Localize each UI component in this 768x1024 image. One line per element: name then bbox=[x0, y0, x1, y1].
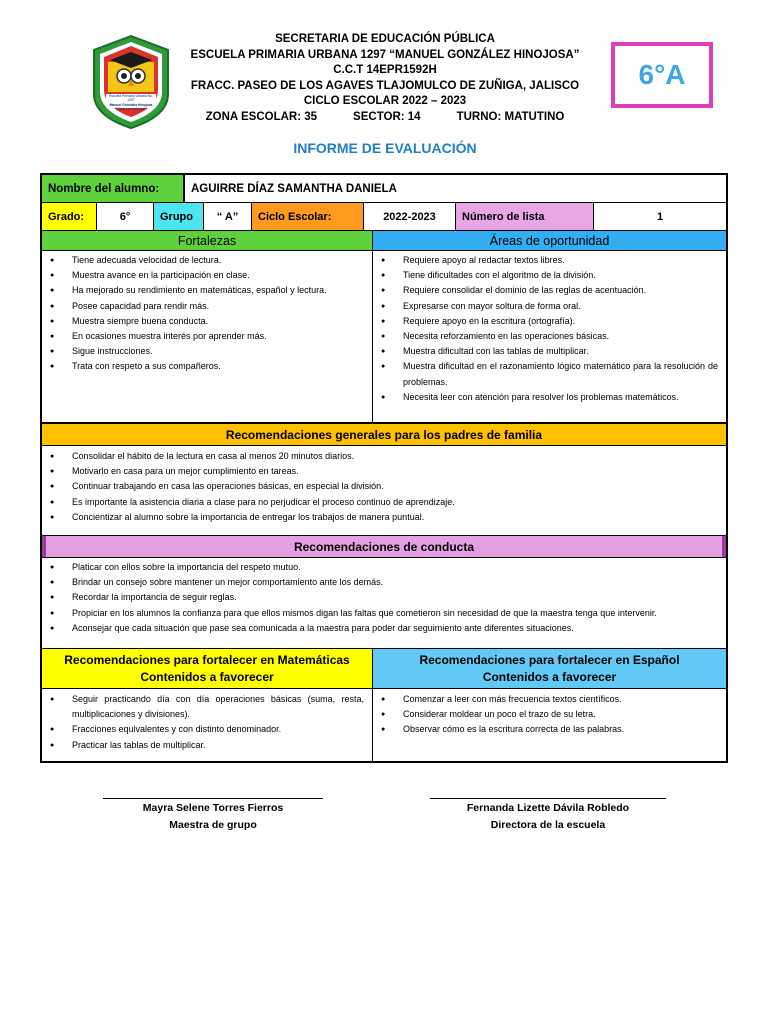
list-item: ● Continuar trabajando en casa las operaciones básicas, en especial la división. bbox=[72, 479, 455, 494]
espanol-list bbox=[373, 689, 632, 740]
list-item: ● Ha mejorado su rendimiento en matemáticas, español y lectura. bbox=[72, 283, 327, 298]
list-item: ● Tiene dificultades con el algoritmo de la división. bbox=[403, 268, 718, 283]
list-item: ● Requiere consolidar el dominio de las reglas de acentuación. bbox=[403, 283, 718, 298]
matematicas-title bbox=[42, 649, 373, 688]
fortalezas-cell bbox=[42, 251, 373, 422]
fortalezas-list bbox=[42, 251, 335, 377]
conducta-content-row bbox=[42, 558, 726, 649]
espanol-title-line1: Recomendaciones para fortalecer en Español bbox=[419, 652, 680, 667]
header-cct: C.C.T 14EPR1592H bbox=[333, 64, 437, 76]
oportunidad-title: Áreas de oportunidad bbox=[373, 231, 726, 250]
signature-directora bbox=[430, 798, 666, 834]
padres-title: Recomendaciones generales para los padres de familia bbox=[42, 424, 726, 445]
espanol-title-line2: Contenidos a favorecer bbox=[482, 669, 617, 684]
conducta-title: Recomendaciones de conducta bbox=[42, 536, 726, 557]
list-item: ● En ocasiones muestra interés por aprender más. bbox=[72, 329, 327, 344]
list-item: ● Motivarlo en casa para un mejor cumplimiento en tareas. bbox=[72, 464, 455, 479]
padres-content-row bbox=[42, 446, 726, 536]
list-item: ● Comenzar a leer con más frecuencia textos científicos. bbox=[403, 692, 624, 707]
lista-value: 1 bbox=[656, 210, 664, 223]
signature-line-directora bbox=[430, 798, 666, 799]
header-turno: TURNO: MATUTINO bbox=[456, 110, 565, 123]
list-item: ● Practicar las tablas de multiplicar. bbox=[72, 738, 364, 753]
matematicas-list bbox=[42, 689, 372, 755]
grade-badge bbox=[611, 42, 713, 108]
directora-nombre: Fernanda Lizette Dávila Robledo bbox=[466, 802, 630, 814]
list-item: ● Fracciones equivalentes y con distinto denominador. bbox=[72, 722, 364, 737]
matematicas-title-line2: Contenidos a favorecer bbox=[140, 669, 274, 684]
report-title: INFORME DE EVALUACIÓN bbox=[293, 140, 477, 156]
list-item: ● Sigue instrucciones. bbox=[72, 344, 327, 359]
list-item: ● Requiere apoyo en la escritura (ortografía). bbox=[403, 314, 718, 329]
list-item: ● Muestra dificultad con las tablas de multiplicar. bbox=[403, 344, 718, 359]
oportunidad-cell bbox=[373, 251, 726, 422]
list-item: ● Concientizar al alumno sobre la importancia de entregar los trabajos de manera puntual. bbox=[72, 510, 455, 525]
logo-text: Escuela Primaria Urbana No. 1297 Manuel González Hinojosa "Crear con voluntad" bbox=[109, 94, 153, 112]
header-sector: SECTOR: 14 bbox=[353, 110, 421, 123]
name-value: AGUIRRE DÍAZ SAMANTHA DANIELA bbox=[191, 182, 397, 195]
list-item: ● Necesita leer con atención para resolver los problemas matemáticos. bbox=[403, 390, 718, 405]
list-item: ● Muestra dificultad en el razonamiento lógico matemático para la resolución de problemas. bbox=[403, 359, 718, 389]
grupo-value: “ A” bbox=[204, 203, 252, 230]
grado-value: 6° bbox=[97, 203, 154, 230]
list-item: ● Considerar moldear un poco el trazo de su letra. bbox=[403, 707, 624, 722]
student-name-row bbox=[42, 175, 726, 203]
padres-list bbox=[42, 446, 463, 527]
list-item: ● Observar cómo es la escritura correcta de las palabras. bbox=[403, 722, 624, 737]
header-zona: ZONA ESCOLAR: 35 bbox=[205, 110, 318, 123]
grade-badge-text: 6°A bbox=[638, 59, 686, 90]
list-item: ● Consolidar el hábito de la lectura en casa al menos 20 minutos diarios. bbox=[72, 449, 455, 464]
list-item: ● Posee capacidad para rendir más. bbox=[72, 299, 327, 314]
oportunidad-list bbox=[373, 251, 726, 407]
directora-cargo: Directora de la escuela bbox=[490, 819, 606, 831]
list-item: ● Propiciar en los alumnos la confianza para que ellos mismos digan las faltas que cometieron sin necesidad de que la maestra tenga que intervenir. bbox=[72, 606, 657, 621]
grado-label: Grado: bbox=[42, 203, 97, 230]
school-logo bbox=[92, 34, 170, 130]
list-item: ● Seguir practicando día con día operaciones básicas (suma, resta, multiplicaciones y divisiones). bbox=[72, 692, 364, 722]
list-item: ● Platicar con ellos sobre la importancia del respeto mutuo. bbox=[72, 560, 657, 575]
signature-maestra bbox=[103, 798, 323, 834]
matematicas-cell bbox=[42, 689, 373, 761]
header-secretaria: SECRETARIA DE EDUCACIÓN PÚBLICA bbox=[275, 33, 495, 45]
espanol-title bbox=[373, 649, 726, 688]
list-item: ● Aconsejar que cada situación que pase sea comunicada a la maestra para poder dar seguimiento ante diferentes situaciones. bbox=[72, 621, 657, 636]
fortalezas-title: Fortalezas bbox=[42, 231, 373, 250]
list-item: ● Muestra siempre buena conducta. bbox=[72, 314, 327, 329]
header-ciclo: CICLO ESCOLAR 2022 – 2023 bbox=[303, 95, 467, 107]
list-item: ● Tiene adecuada velocidad de lectura. bbox=[72, 253, 327, 268]
header-zona-row bbox=[180, 110, 590, 126]
conducta-header-row bbox=[42, 536, 726, 558]
list-item: ● Es importante la asistencia diaria a clase para no perjudicar el proceso continuo de aprendizaje. bbox=[72, 495, 455, 510]
student-info-row bbox=[42, 203, 726, 231]
list-item: ● Requiere apoyo al redactar textos libres. bbox=[403, 253, 718, 268]
list-item: ● Necesita reforzamiento en las operaciones básicas. bbox=[403, 329, 718, 344]
school-header bbox=[180, 32, 590, 125]
subjects-header-row bbox=[42, 649, 726, 689]
name-label: Nombre del alumno: bbox=[42, 175, 185, 202]
lista-label: Número de lista bbox=[456, 203, 594, 230]
maestra-cargo: Maestra de grupo bbox=[169, 819, 257, 831]
signature-line-maestra bbox=[103, 798, 323, 799]
espanol-cell bbox=[373, 689, 726, 761]
evaluation-form bbox=[40, 173, 728, 763]
ciclo-label: Ciclo Escolar: bbox=[252, 203, 364, 230]
ciclo-value: 2022-2023 bbox=[364, 203, 456, 230]
subjects-content-row bbox=[42, 689, 726, 761]
grupo-label: Grupo bbox=[154, 203, 204, 230]
list-item: ● Recordar la importancia de seguir reglas. bbox=[72, 590, 657, 605]
strengths-header-row bbox=[42, 231, 726, 251]
header-direccion: FRACC. PASEO DE LOS AGAVES TLAJOMULCO DE ZUÑIGA, JALISCO bbox=[190, 79, 580, 92]
maestra-nombre: Mayra Selene Torres Fierros bbox=[142, 802, 284, 814]
padres-header-row bbox=[42, 423, 726, 446]
matematicas-title-line1: Recomendaciones para fortalecer en Matemáticas bbox=[64, 652, 350, 667]
list-item: ● Trata con respeto a sus compañeros. bbox=[72, 359, 327, 374]
conducta-list bbox=[42, 558, 665, 638]
strengths-content-row bbox=[42, 251, 726, 423]
padres-cell bbox=[42, 446, 726, 527]
list-item: ● Expresarse con mayor soltura de forma oral. bbox=[403, 299, 718, 314]
header-escuela: ESCUELA PRIMARIA URBANA 1297 “MANUEL GONZÁLEZ HINOJOSA” bbox=[190, 48, 580, 61]
list-item: ● Muestra avance en la participación en clase. bbox=[72, 268, 327, 283]
conducta-cell bbox=[42, 558, 726, 638]
list-item: ● Brindar un consejo sobre mantener un mejor comportamiento ante los demás. bbox=[72, 575, 657, 590]
